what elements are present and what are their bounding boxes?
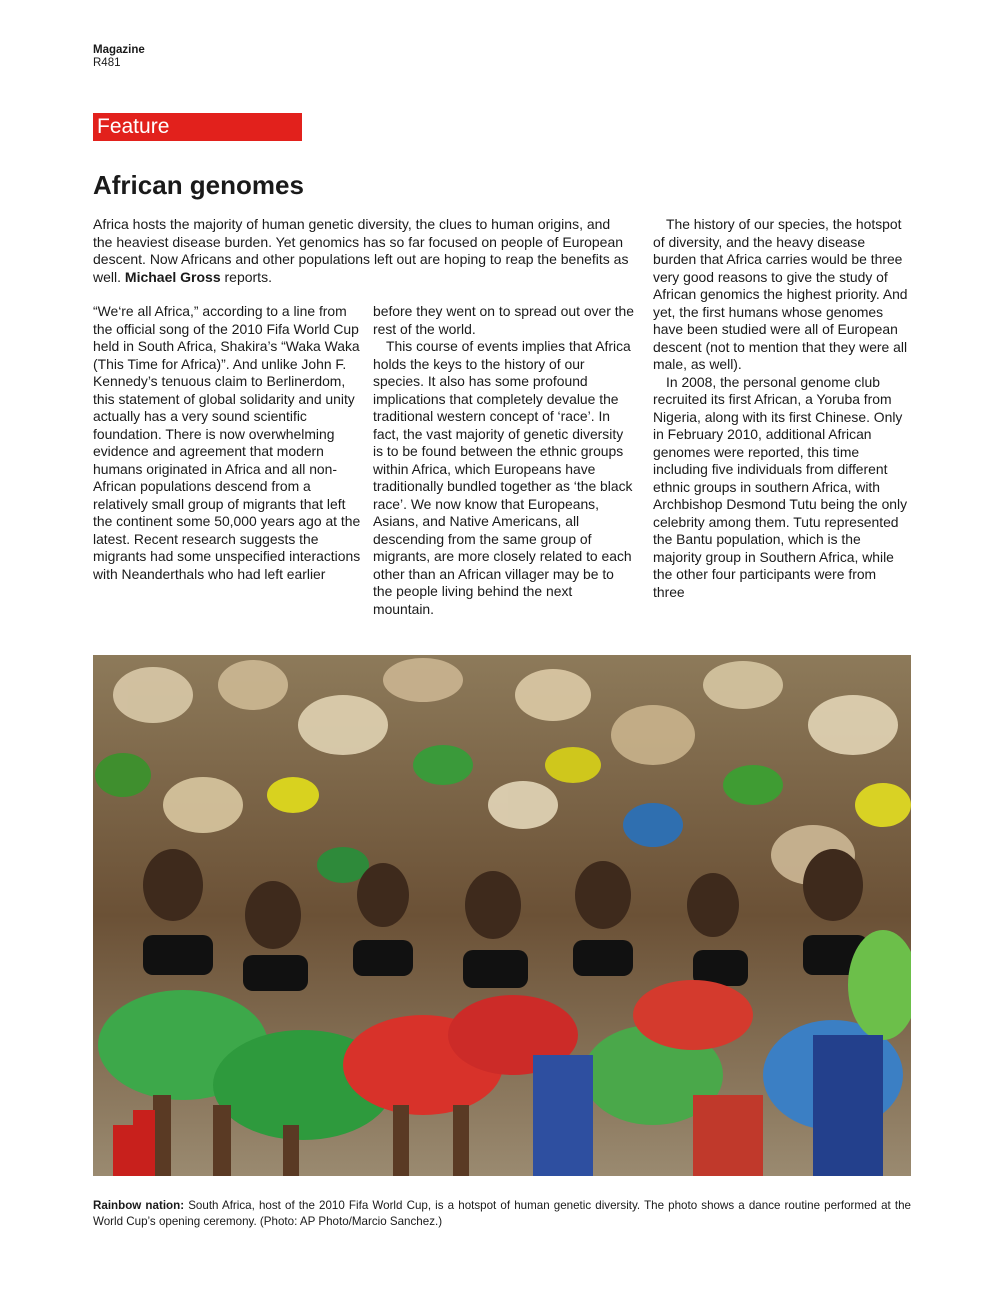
journal-header xyxy=(93,44,145,70)
article-title: African genomes xyxy=(93,170,304,200)
paragraph: “We‘re all Africa,” according to a line from the official song of the 2010 Fifa World Cup held in South Africa, Shakira’s “Waka Waka (This Time for Africa)”. And unlike John F. Kennedy’s tenuous claim to Berlinerdom, this statement of global solidarity and unity actually has a very sound scientific foundation. There is now overwhelming evidence and agreement that modern humans originated in Africa and all non-African populations descend from a relatively small group of migrants that left the continent some 50,000 years ago at the latest. Recent research suggests the migrants had some unspecified interactions with Neanderthals who had left earlier xyxy=(93,303,361,582)
paragraph: In 2008, the personal genome club recruited its first African, a Yoruba from Nigeria, along with its first Chinese. Only in February 2010, additional African genomes were reported, this time including five individuals from different ethnic groups in southern Africa, with Archbishop Desmond Tutu being the only celebrity among them. Tutu represented the Bantu population, which is the majority group in Southern Africa, while the other four participants were from three xyxy=(653,373,908,600)
body-column-3 xyxy=(653,216,911,601)
caption-label: Rainbow nation: xyxy=(93,1199,185,1212)
page-number: R481 xyxy=(93,57,121,69)
dance-photo xyxy=(93,655,911,1176)
photo-caption xyxy=(93,1198,911,1230)
section-name: Magazine xyxy=(93,44,145,56)
caption-text: South Africa, host of the 2010 Fifa World Cup, is a hotspot of human genetic diversity. The photo shows a dance routine performed at the World Cup’s opening ceremony. (Photo: AP Photo/Marcio Sanchez.) xyxy=(93,1199,912,1228)
body-column-2 xyxy=(373,303,635,618)
paragraph: before they went on to spread out over the rest of the world. xyxy=(373,303,635,337)
feature-label: Feature xyxy=(93,113,302,141)
standfirst xyxy=(93,216,633,286)
standfirst-suffix: reports. xyxy=(220,268,272,285)
author-name: Michael Gross xyxy=(124,268,221,285)
paragraph: The history of our species, the hotspot of diversity, and the heavy disease burden that Africa carries would be three very good reasons to give the study of African genomics the highest priority. And yet, the first humans whose genomes have been studied were all of European descent (not to mention that they were all male, as well). xyxy=(653,216,908,372)
paragraph: This course of events implies that Africa holds the keys to the history of our species. It also has some profound implications that completely devalue the traditional western concept of ‘race’. In fact, the vast majority of genetic diversity is to be found between the ethnic groups within Africa, which Europeans have traditionally bundled together as ‘the black race’. We now know that Europeans, Asians, and Native Americans, all descending from the same group of migrants, are more closely related to each other than an African villager may be to the people living behind the next mountain. xyxy=(373,338,633,617)
body-column-1 xyxy=(93,303,361,583)
standfirst-text: Africa hosts the majority of human genetic diversity, the clues to human origins, and the heaviest disease burden. Yet genomics has so far focused on people of European descent. Now Africans and other populations left out are hoping to reap the benefits as well. xyxy=(93,216,629,285)
